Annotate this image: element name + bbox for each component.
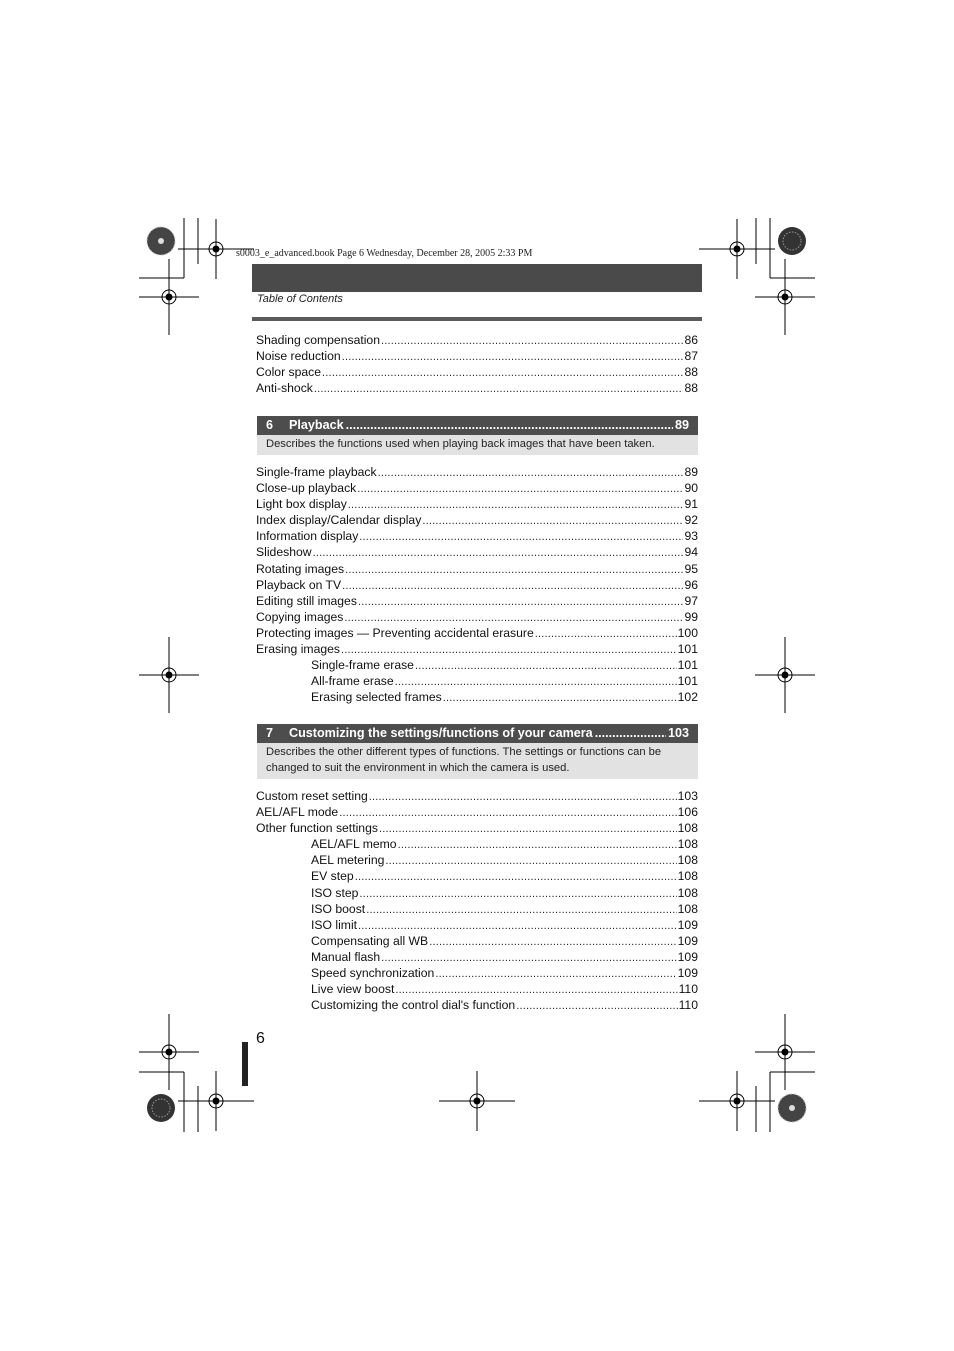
entry-page: 97 <box>684 593 698 608</box>
entry-page: 101 <box>677 658 698 673</box>
entry-title: Speed synchronization <box>311 966 435 981</box>
chapter-7-heading[interactable] <box>257 724 698 743</box>
toc-subentry[interactable] <box>256 949 698 965</box>
entry-page: 102 <box>677 690 698 705</box>
entry-page: 101 <box>677 674 698 689</box>
chapter-6-description: Describes the functions used when playing back images that have been taken. <box>257 435 698 455</box>
entry-title: Rotating images <box>256 561 345 576</box>
toc-subentry[interactable] <box>256 885 698 901</box>
entry-title: Anti-shock <box>256 381 313 396</box>
book-file-info: s0003_e_advanced.book Page 6 Wednesday, December 28, 2005 2:33 PM <box>236 248 533 259</box>
entry-page: 108 <box>677 853 698 868</box>
toc-entry[interactable] <box>256 496 698 512</box>
entry-page: 86 <box>684 333 698 347</box>
entry-page: 88 <box>684 381 698 396</box>
toc-entry[interactable] <box>256 804 698 820</box>
entry-title: ISO limit <box>311 917 358 932</box>
entry-title: Color space <box>256 365 322 380</box>
entry-page: 101 <box>677 642 698 657</box>
toc-entry[interactable] <box>256 561 698 577</box>
toc-entry[interactable] <box>256 788 698 804</box>
toc-entry[interactable] <box>256 641 698 657</box>
entry-title: Copying images <box>256 609 344 624</box>
header-rule <box>252 317 702 321</box>
toc-entry[interactable] <box>256 577 698 593</box>
toc-entry[interactable] <box>256 332 698 348</box>
entry-page: 110 <box>678 998 698 1013</box>
toc-entry[interactable] <box>256 528 698 544</box>
entry-title: Close-up playback <box>256 481 357 496</box>
entry-page: 94 <box>684 545 698 560</box>
entry-title: AEL metering <box>311 853 385 868</box>
entry-page: 106 <box>677 805 698 820</box>
toc-entry[interactable] <box>256 512 698 528</box>
entry-page: 96 <box>684 577 698 592</box>
toc-entry[interactable] <box>256 593 698 609</box>
entry-page: 95 <box>684 561 698 576</box>
toc-entry[interactable] <box>256 625 698 641</box>
entry-title: Manual flash <box>311 949 381 964</box>
entry-title: Customizing the control dial's function <box>311 998 516 1013</box>
entry-title: AEL/AFL memo <box>311 837 397 852</box>
entry-page: 88 <box>684 365 698 380</box>
chapter-7-block <box>257 724 698 779</box>
toc-subentry[interactable] <box>256 852 698 868</box>
entry-title: Protecting images — Preventing accidental erasure <box>256 625 534 640</box>
entry-page: 89 <box>684 465 698 479</box>
toc-entry[interactable] <box>256 380 698 396</box>
entry-page: 108 <box>677 869 698 884</box>
toc-entry[interactable] <box>256 820 698 836</box>
entry-title: Other function settings <box>256 821 378 836</box>
toc-entry[interactable] <box>256 464 698 480</box>
toc-subentry[interactable] <box>256 917 698 933</box>
toc-subentry[interactable] <box>256 965 698 981</box>
entry-title: AEL/AFL mode <box>256 805 339 820</box>
entry-page: 91 <box>684 497 698 512</box>
toc-entry[interactable] <box>256 348 698 364</box>
chapter-title: Playback <box>289 418 344 432</box>
entry-title: Index display/Calendar display <box>256 513 422 528</box>
section-header-label: Table of Contents <box>257 293 343 305</box>
toc-entry[interactable] <box>256 364 698 380</box>
entry-page: 108 <box>677 837 698 852</box>
toc-subentry[interactable] <box>256 657 698 673</box>
toc-subentry[interactable] <box>256 836 698 852</box>
entry-title: Erasing selected frames <box>311 690 442 705</box>
toc-top-list <box>256 332 698 396</box>
entry-title: Single-frame playback <box>256 465 377 479</box>
entry-title: EV step <box>311 869 354 884</box>
toc-entry[interactable] <box>256 544 698 560</box>
chapter-6-entries <box>256 464 698 705</box>
entry-title: All-frame erase <box>311 674 394 689</box>
toc-subentry[interactable] <box>256 689 698 705</box>
entry-page: 108 <box>677 885 698 900</box>
entry-page: 99 <box>684 609 698 624</box>
chapter-page: 89 <box>674 418 689 432</box>
entry-title: Compensating all WB <box>311 933 429 948</box>
page-number: 6 <box>256 1030 265 1047</box>
entry-title: Erasing images <box>256 642 340 657</box>
entry-page: 108 <box>677 821 698 836</box>
toc-subentry[interactable] <box>256 868 698 884</box>
entry-title: Shading compensation <box>256 333 380 347</box>
chapter-number: 6 <box>266 418 274 432</box>
entry-title: Light box display <box>256 497 347 512</box>
entry-title: Single-frame erase <box>311 658 414 673</box>
chapter-6-block <box>257 416 698 455</box>
entry-page: 92 <box>684 513 698 528</box>
entry-page: 108 <box>677 901 698 916</box>
toc-subentry[interactable] <box>256 981 698 997</box>
toc-subentry[interactable] <box>256 673 698 689</box>
chapter-7-description: Describes the other different types of functions. The settings or functions can be changed to suit the environment in which the camera is used. <box>257 743 698 779</box>
entry-page: 109 <box>677 949 698 964</box>
entry-title: Live view boost <box>311 982 395 997</box>
entry-title: Custom reset setting <box>256 789 368 803</box>
entry-title: Slideshow <box>256 545 312 560</box>
entry-page: 93 <box>684 529 698 544</box>
chapter-page: 103 <box>667 726 689 740</box>
entry-title: ISO boost <box>311 901 366 916</box>
page-edge-tab <box>242 1042 248 1086</box>
entry-page: 103 <box>677 789 698 803</box>
entry-title: Playback on TV <box>256 577 342 592</box>
entry-title: Editing still images <box>256 593 357 608</box>
entry-title: Noise reduction <box>256 349 341 364</box>
toc-subentry[interactable] <box>256 933 698 949</box>
toc-entry[interactable] <box>256 609 698 625</box>
entry-page: 90 <box>684 481 698 496</box>
entry-title: Information display <box>256 529 359 544</box>
entry-title: ISO step <box>311 885 359 900</box>
chapter-title: Customizing the settings/functions of your camera <box>289 726 593 740</box>
toc-entry[interactable] <box>256 480 698 496</box>
chapter-number: 7 <box>266 726 274 740</box>
toc-subentry[interactable] <box>256 901 698 917</box>
entry-page: 110 <box>678 982 698 997</box>
entry-page: 109 <box>677 966 698 981</box>
chapter-6-heading[interactable] <box>257 416 698 435</box>
entry-page: 109 <box>677 917 698 932</box>
toc-subentry[interactable] <box>256 997 698 1013</box>
header-bar <box>252 264 702 292</box>
entry-page: 100 <box>677 625 698 640</box>
chapter-7-entries <box>256 788 698 1013</box>
entry-page: 109 <box>677 933 698 948</box>
entry-page: 87 <box>684 349 698 364</box>
